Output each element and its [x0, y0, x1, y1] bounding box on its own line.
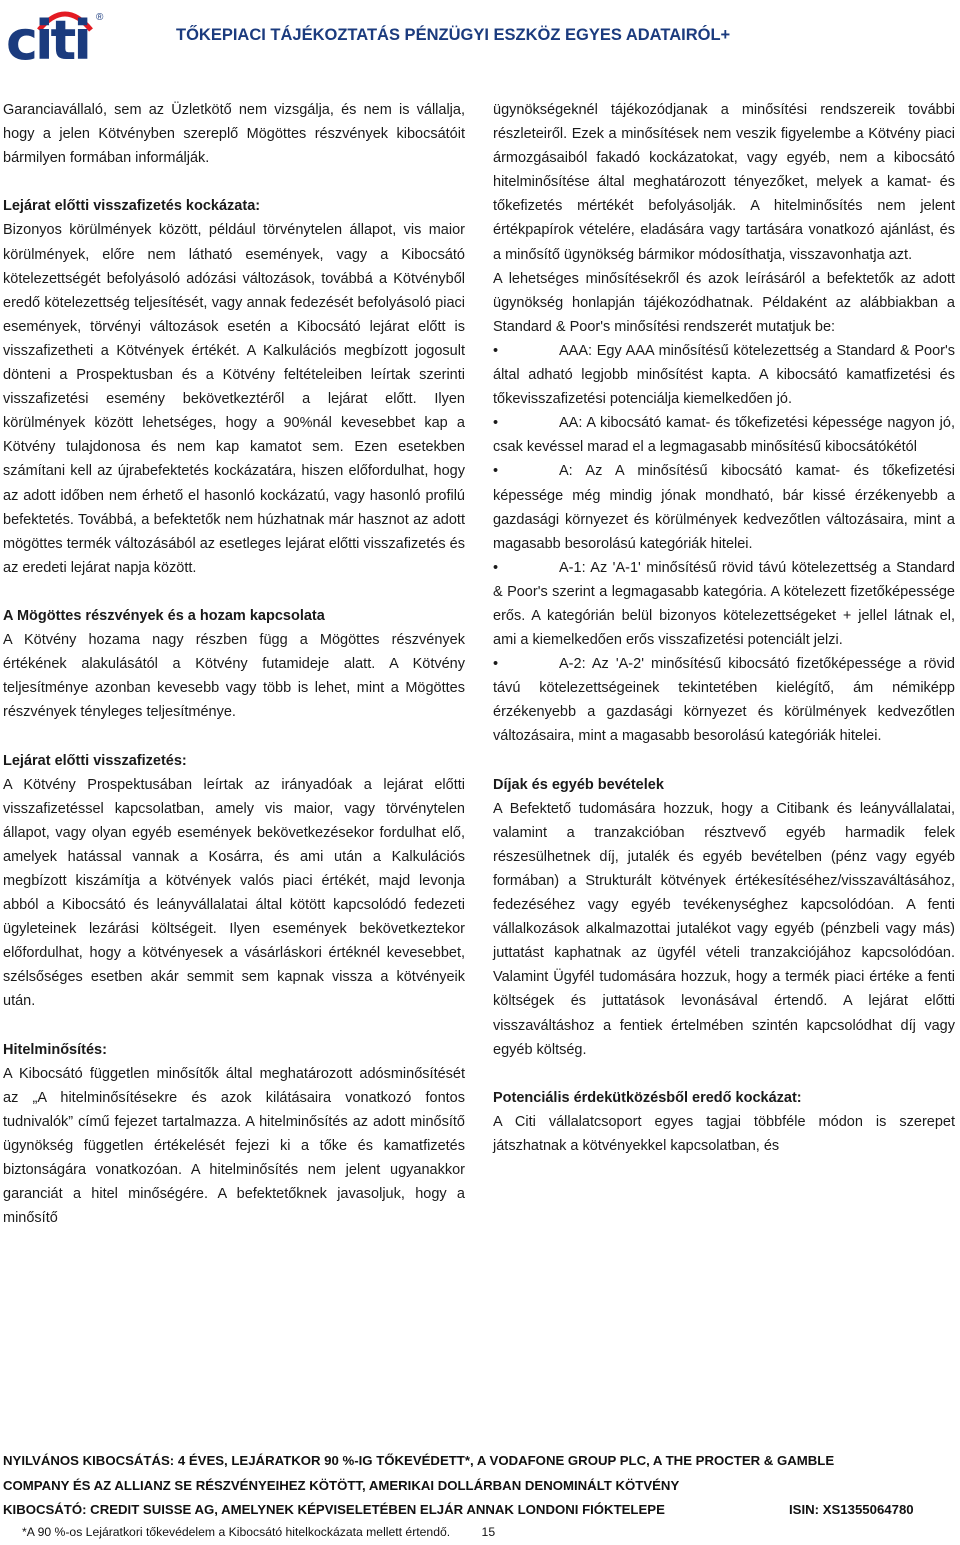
bullet-symbol: • [493, 463, 499, 480]
section-heading: Lejárat előtti visszafizetés: [3, 752, 187, 769]
paragraph: A Befektető tudomására hozzuk, hogy a Citibank és leányvállalatai, valamint a tranzakcióban résztvevő egyéb harmadik felek részesülhetnek díj, jutalék és egyéb bevételben (pénz vagy egyéb formában) a Strukturált kötvények értékesítéséhez/visszaváltásához, fedezéséhez vagy egyéb tevékenységhez kapcsolódóan. A fenti vállalkozások alkalmazottai jutalékot vagy egyéb (pénzbeli vagy más) juttatást kaphatnak az ügyfél vételi tranzakciójához kapcsolódóan. Valamint Ügyfél tudomására hozzuk, hogy a termék piaci értéke a fenti költségek és juttatások levonásával értendő. A lejárat előtti visszaváltáshoz a fentiek értelmében szintén kapcsolódhat díj vagy egyéb költség. [493, 800, 955, 1058]
bullet-symbol: • [493, 415, 499, 432]
paragraph: Garanciavállaló, sem az Üzletkötő nem vizsgálja, és nem is vállalja, hogy a jelen Kötvényben szereplő Mögöttes részvények kibocsátóit bármilyen formában informálják. [3, 102, 465, 167]
footer-line-3 [3, 1498, 958, 1523]
rating-bullet-a1 [493, 556, 955, 652]
bullet-symbol: • [493, 656, 499, 673]
registered-mark: ® [96, 12, 104, 23]
logo-wordmark: citi [6, 9, 89, 72]
bullet-text: A-1: Az 'A-1' minősítésű rövid távú kötelezettség a Standard & Poor's szerint a legmagasabb kategória. A kötelezett fizetőképessége erős. A kategórián belül bizonyos kötelezettségeket + jellel látnak el, ami a kiemelkedően erős visszafizetési potenciált jelzi. [493, 559, 955, 649]
paragraph: A Kötvény Prospektusában leírtak az irányadóak a lejárat előtti visszafizetéssel kapcsolatban, amely vis maior, vagy törvénytelen állapot, vagy olyan egyéb események bekövetkezésekor fordulhat elő, amelyek hatással vannak a Kosárra, és ami után a Kalkulációs megbízott kiszámítja a kötvények valós piaci értékét, majd levonja abból a Kibocsátó és leányvállalatai által kötött kapcsolódó fedezeti ügyleteinek lezárási költségeit. Ilyen események bekövetkeztekor előfordulhat, hogy a kötvényesek a vásárláskori értéknél kevesebbet, szélsőséges esetben akár semmit sem kapnak vissza a kötvényeik után. [3, 776, 465, 1010]
bullet-text: AA: A kibocsátó kamat- és tőkefizetési képessége nagyon jó, csak kevéssel marad el a legmagasabb minősítésű kibocsátókétól [493, 415, 955, 456]
section-heading: Díjak és egyéb bevételek [493, 776, 664, 793]
paragraph: A Kibocsátó független minősítők által meghatározott adósminősítését az „A hitelminősítésekre és azok kilátásaira vonatkozó fontos tudnivalók” című fejezet tartalmazza. A hitelminősítés az adott minősítő ügynökség független értékelését fejezi ki a tőke és kamatfizetés biztonságára vonatkozóan. A hitelminősítés nem jelent ugyanakkor garanciát a hitel minőségére. A befektetőknek javasoljuk, hogy a minősítő [3, 1065, 465, 1227]
rating-bullet-a2 [493, 652, 955, 748]
isin-code: ISIN: XS1355064780 [789, 1502, 914, 1517]
bullet-symbol: • [493, 342, 499, 359]
page-title: TŐKEPIACI TÁJÉKOZTATÁS PÉNZÜGYI ESZKÖZ EGYES ADATAIRÓL+ [176, 26, 731, 44]
bullet-text: A-2: Az 'A-2' minősítésű kibocsátó fizetőképessége a rövid távú kötelezettségeinek tekintetében kielégítő, ám némiképp érzékenyebb a gazdasági környezet és körülmények kedvezőtlen változásaira, mint a magasabb besorolású kategóriák hitelei. [493, 656, 955, 745]
footnote-text: *A 90 %-os Lejáratkori tőkevédelem a Kibocsátó hitelkockázata mellett értendő. [22, 1525, 451, 1539]
rating-bullet-aa [493, 411, 955, 459]
issuer-text: KIBOCSÁTÓ: CREDIT SUISSE AG, AMELYNEK KÉPVISELETÉBEN ELJÁR ANNAK LONDONI FIÓKTELEPE [3, 1502, 665, 1517]
footnote [22, 1525, 495, 1539]
bullet-text: A: Az A minősítésű kibocsátó kamat- és tőkefizetési képessége még mindig jónak mondható, bár kissé érzékenyebb a gazdasági környezet és körülmények kedvezőtlen változásaira, mint a magasabb besorolású kategóriák hitelei. [493, 463, 955, 552]
page-number: 15 [481, 1525, 496, 1539]
left-column [3, 98, 465, 1230]
paragraph: A lehetséges minősítésekről és azok leírásáról a befektetők az adott ügynökség honlapján tájékozódhatnak. Példaként az alábbiakban a Standard & Poor's minősítési rendszerét mutatjuk be: [493, 270, 955, 335]
page-footer [3, 1449, 958, 1523]
section-heading: Lejárat előtti visszafizetés kockázata: [3, 198, 261, 215]
page-header [0, 0, 960, 80]
rating-bullet-aaa [493, 339, 955, 411]
paragraph: ügynökségeknél tájékozódjanak a minősítési rendszereik további részleteiről. Ezek a minősítések nem veszik figyelembe a Kötvény piaci ármozgásaiból fakadó kockázatokat, vagy egyéb, nem a kibocsátó hitelminősítése által meghatározott tényezőket, melyek a kamat- és tőkefizetés mértékét befolyásolják. A hitelminősítés nem jelent értékpapírok vételére, eladására vagy tartására vonatkozó ajánlást, és a minősítő ügynökség bármikor módosíthatja, visszavonhatja azt. [493, 102, 955, 263]
footer-line-2: COMPANY ÉS AZ ALLIANZ SE RÉSZVÉNYEIHEZ KÖTÖTT, AMERIKAI DOLLÁRBAN DENOMINÁLT KÖTVÉNY [3, 1477, 680, 1493]
rating-bullet-a [493, 459, 955, 555]
section-heading: A Mögöttes részvények és a hozam kapcsolata [3, 607, 325, 624]
citi-logo [6, 4, 106, 72]
bullet-symbol: • [493, 559, 499, 576]
section-heading: Hitelminősítés: [3, 1041, 107, 1058]
bullet-text: AAA: Egy AAA minősítésű kötelezettség a Standard & Poor's által adható legjobb minősítést kapta. A kibocsátó kamatfizetési és tőkevisszafizetési potenciálja kiemelkedően jó. [493, 342, 955, 408]
paragraph: Bizonyos körülmények között, például törvénytelen állapot, vis maior körülmények, előre nem látható események, vagy a Kibocsátó kötelezettségét befolyásoló adózási változások, továbbá a Kötvényből eredő kötelezettség teljesítését, vagy annak fedezését befolyásoló piaci események, törvényi változások esetén a Kibocsátó lejárat előtt is visszafizetheti a Kötvények értékét. A Kalkulációs megbízott jogosult dönteni a Prospektusban és a Kötvény feltételeiben leírtak szerinti visszafizetési esemény bekövetkeztéről a lejárat előtt. Ilyen körülmények között lehetséges, hogy a 90%nál kevesebbet kap a Kötvény tulajdonosa és nem kap kamatot sem. Ezen esetekben számítani kell az újrabefektetés kockázatára, hiszen előfordulhat, hogy az adott időben nem érhető el hasonló kockázatú, vagy hasonló profilú befektetés. Továbbá, a befektetők nem húzhatnak már hasznot az adott mögöttes termék változásából az esetleges lejárat előtti visszafizetés és az eredeti lejárat napja között. [3, 222, 465, 576]
section-heading: Potenciális érdekütközésből eredő kockázat: [493, 1089, 802, 1106]
paragraph: A Citi vállalatcsoport egyes tagjai többféle módon is szerepet játszhatnak a kötvényekkel kapcsolatban, és [493, 1113, 955, 1155]
right-column [493, 98, 955, 1158]
paragraph: A Kötvény hozama nagy részben függ a Mögöttes részvények értékének alakulásától a Kötvény futamideje alatt. A Kötvény teljesítménye azonban kevesebb vagy több is lehet, mint a Mögöttes részvények tényleges teljesítménye. [3, 632, 465, 721]
footer-line-1: NYILVÁNOS KIBOCSÁTÁS: 4 ÉVES, LEJÁRATKOR 90 %-IG TŐKEVÉDETT*, A VODAFONE GROUP PLC, A THE PROCTER & GAMBLE [3, 1453, 835, 1468]
